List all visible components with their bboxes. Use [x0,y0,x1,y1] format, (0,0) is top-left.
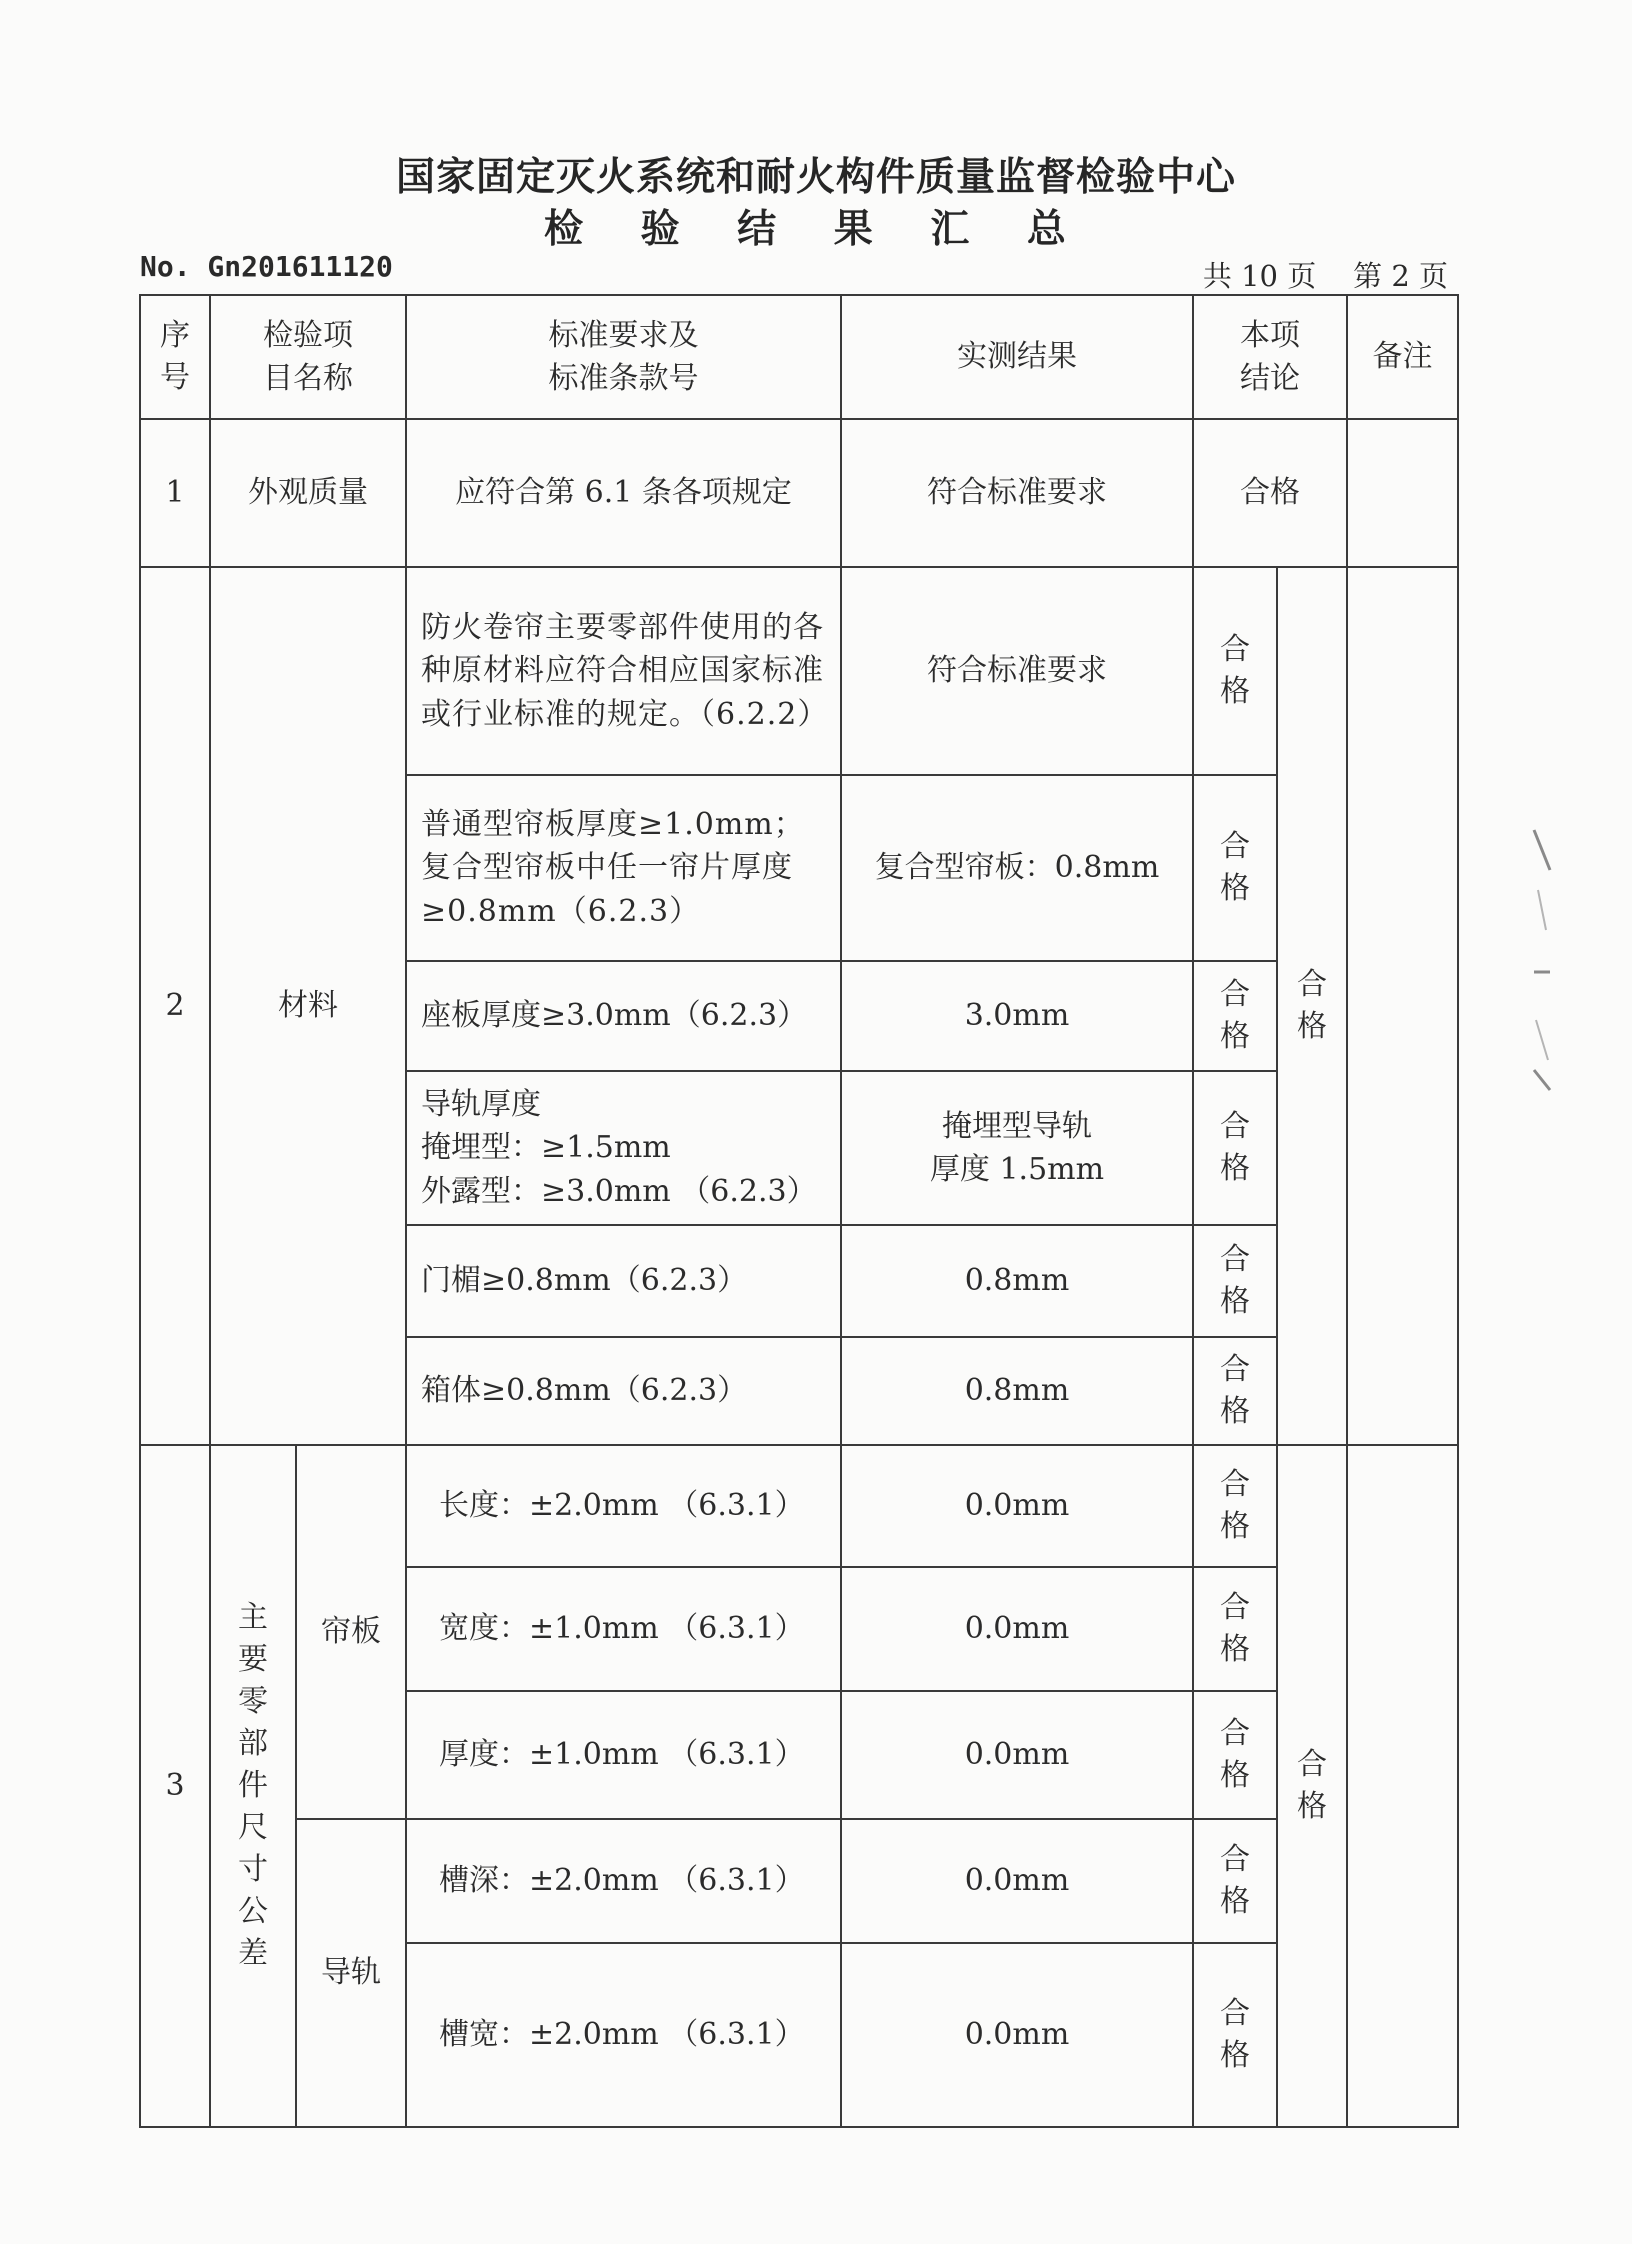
header-row [140,295,1458,419]
group2-requirement [406,1071,841,1225]
group3-sub-rail: 导轨 [296,1819,406,2127]
table-row [140,567,1458,775]
table-row [140,1819,1458,1943]
group3-result: 0.0mm [841,1819,1193,1943]
group3-seq: 3 [140,1445,210,2127]
group3-requirement: 槽深：±2.0mm （6.3.1） [406,1819,841,1943]
document-number: No. Gn201611120 [140,250,393,283]
row1-seq: 1 [140,419,210,567]
row1-remark [1347,419,1458,567]
group3-item: 主要零部件尺寸公差 [210,1445,296,2127]
header-requirement: 标准要求及 标准条款号 [406,295,841,419]
requirement-line: 导轨厚度 [421,1086,541,1122]
group2-seq: 2 [140,567,210,1445]
table-row [140,419,1458,567]
result-line: 厚度 1.5mm [929,1152,1105,1187]
group2-item: 材料 [210,567,406,1445]
group2-requirement: 防火卷帘主要零部件使用的各种原材料应符合相应国家标准或行业标准的规定。（6.2.2） [406,567,841,775]
requirement-line: 外露型：≥3.0mm （6.2.3） [421,1173,817,1209]
group2-result: 3.0mm [841,961,1193,1071]
group2-result [841,1071,1193,1225]
group3-requirement: 厚度：±1.0mm （6.3.1） [406,1691,841,1819]
table-row [140,1445,1458,1567]
group2-result: 复合型帘板：0.8mm [841,775,1193,961]
group2-conclusion: 合格 [1277,567,1347,1445]
group3-requirement: 槽宽：±2.0mm （6.3.1） [406,1943,841,2127]
group3-requirement: 宽度：±1.0mm （6.3.1） [406,1567,841,1691]
group3-row-conclusion: 合格 [1193,1691,1277,1819]
group2-row-conclusion: 合格 [1193,1337,1277,1445]
requirement-line: 掩埋型：≥1.5mm [421,1130,671,1166]
header-result: 实测结果 [841,295,1193,419]
group2-row-conclusion: 合格 [1193,1225,1277,1337]
group3-row-conclusion: 合格 [1193,1567,1277,1691]
report-subtitle: 检 验 结 果 汇 总 [544,207,1088,252]
group3-row-conclusion: 合格 [1193,1445,1277,1567]
group2-result: 0.8mm [841,1337,1193,1445]
group2-requirement: 门楣≥0.8mm（6.2.3） [406,1225,841,1337]
org-title: 国家固定灭火系统和耐火构件质量监督检验中心 [395,155,1236,200]
group3-conclusion: 合格 [1277,1445,1347,2127]
group3-result: 0.0mm [841,1943,1193,2127]
group2-requirement: 普通型帘板厚度≥1.0mm；复合型帘板中任一帘片厚度≥0.8mm（6.2.3） [406,775,841,961]
page-seal-mark [1530,820,1554,1100]
group2-row-conclusion: 合格 [1193,1071,1277,1225]
group3-row-conclusion: 合格 [1193,1943,1277,2127]
group3-sub-curtain: 帘板 [296,1445,406,1819]
result-line: 掩埋型导轨 [942,1108,1092,1144]
group3-requirement: 长度：±2.0mm （6.3.1） [406,1445,841,1567]
header-item: 检验项 目名称 [210,295,406,419]
row1-requirement: 应符合第 6.1 条各项规定 [406,419,841,567]
group2-result: 0.8mm [841,1225,1193,1337]
group2-row-conclusion: 合格 [1193,775,1277,961]
group2-row-conclusion: 合格 [1193,567,1277,775]
group2-remark [1347,567,1458,1445]
results-table [139,294,1459,2128]
group3-result: 0.0mm [841,1691,1193,1819]
row1-result: 符合标准要求 [841,419,1193,567]
group2-row-conclusion: 合格 [1193,961,1277,1071]
row1-conclusion: 合格 [1193,419,1347,567]
header-remark: 备注 [1347,295,1458,419]
group2-requirement: 座板厚度≥3.0mm（6.2.3） [406,961,841,1071]
group3-remark [1347,1445,1458,2127]
group3-row-conclusion: 合格 [1193,1819,1277,1943]
group2-requirement: 箱体≥0.8mm（6.2.3） [406,1337,841,1445]
group3-result: 0.0mm [841,1567,1193,1691]
group2-result: 符合标准要求 [841,567,1193,775]
header-conclusion: 本项 结论 [1193,295,1347,419]
row1-item: 外观质量 [210,419,406,567]
page-info: 共 10 页 第 2 页 [1202,259,1448,293]
header-seq: 序 号 [140,295,210,419]
group3-result: 0.0mm [841,1445,1193,1567]
